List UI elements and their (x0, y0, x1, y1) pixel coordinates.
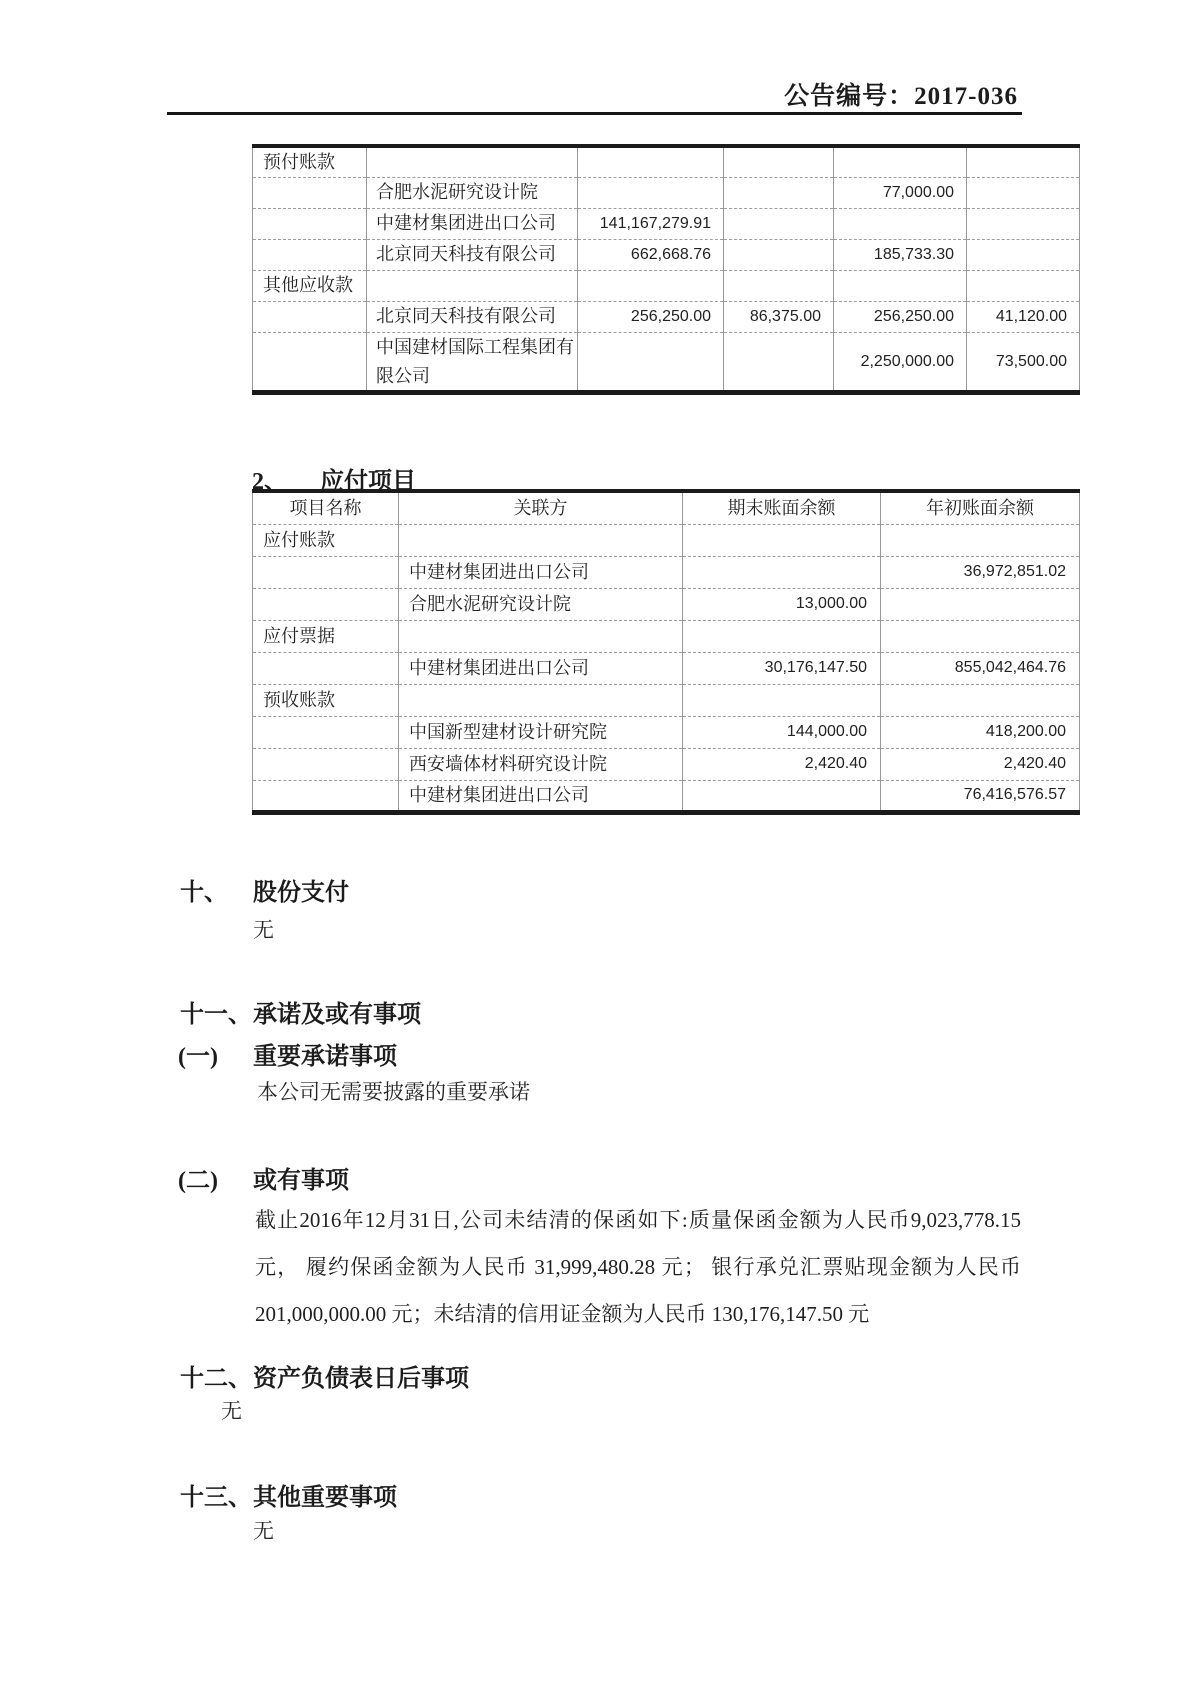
section-important-commitments (178, 1036, 397, 1071)
table-cell (967, 208, 1080, 239)
table-cell: 应付账款 (253, 524, 399, 556)
table-row (253, 556, 1080, 588)
table-cell: 北京同天科技有限公司 (367, 239, 578, 270)
table-cell: 30,176,147.50 (683, 652, 881, 684)
table-row (253, 588, 1080, 620)
section-commitments-number: 十一、 (180, 1002, 252, 1028)
table-cell (399, 620, 683, 652)
table-cell (834, 146, 967, 177)
table-cell (253, 301, 367, 332)
table-cell (399, 524, 683, 556)
section-other-major-events (180, 1477, 397, 1512)
table-cell (253, 556, 399, 588)
table-row (253, 208, 1080, 239)
section-balance-sheet-events-number: 十二、 (180, 1366, 252, 1392)
table-row (253, 177, 1080, 208)
section-commitments-contingencies (180, 994, 421, 1029)
table-cell: 41,120.00 (967, 301, 1080, 332)
table-cell: 73,500.00 (967, 332, 1080, 393)
other-major-events-body: 无 (253, 1519, 274, 1543)
table-cell: 应付票据 (253, 620, 399, 652)
table-row (253, 270, 1080, 301)
column-header: 年初账面余额 (881, 491, 1080, 524)
payables-table (252, 489, 1080, 815)
table-cell: 北京同天科技有限公司 (367, 301, 578, 332)
table-cell (367, 146, 578, 177)
payables-heading-number: 2、 (252, 469, 288, 495)
table-cell (724, 332, 834, 393)
table-cell (967, 270, 1080, 301)
table-cell (881, 524, 1080, 556)
table-cell: 141,167,279.91 (578, 208, 724, 239)
table-cell: 中建材集团进出口公司 (399, 780, 683, 812)
table-cell (253, 177, 367, 208)
table-cell (253, 780, 399, 812)
table-cell: 662,668.76 (578, 239, 724, 270)
table-cell: 76,416,576.57 (881, 780, 1080, 812)
table-cell (834, 270, 967, 301)
table-cell (881, 620, 1080, 652)
section-share-payment (180, 872, 349, 907)
table-cell (724, 239, 834, 270)
section-important-commitments-number: (一) (178, 1044, 218, 1070)
table-row (253, 652, 1080, 684)
table-row (253, 748, 1080, 780)
table-cell (578, 270, 724, 301)
table-cell: 2,250,000.00 (834, 332, 967, 393)
table-cell (967, 239, 1080, 270)
table-cell: 其他应收款 (253, 270, 367, 301)
table-row (253, 146, 1080, 177)
table-cell: 中建材集团进出口公司 (399, 652, 683, 684)
table-cell (881, 684, 1080, 716)
table-cell (253, 588, 399, 620)
table-cell: 合肥水泥研究设计院 (399, 588, 683, 620)
table-cell: 中国新型建材设计研究院 (399, 716, 683, 748)
table-cell: 144,000.00 (683, 716, 881, 748)
table-cell (683, 524, 881, 556)
table-cell (724, 208, 834, 239)
table-cell (578, 332, 724, 393)
table-cell: 2,420.40 (881, 748, 1080, 780)
table-row (253, 524, 1080, 556)
table-cell (367, 270, 578, 301)
table-cell (253, 239, 367, 270)
table-cell (253, 716, 399, 748)
balance-sheet-events-body: 无 (221, 1399, 242, 1423)
column-header: 关联方 (399, 491, 683, 524)
column-header: 项目名称 (253, 491, 399, 524)
payables-heading-title: 应付项目 (320, 469, 416, 495)
table-cell: 13,000.00 (683, 588, 881, 620)
table-row (253, 780, 1080, 812)
table-cell (967, 146, 1080, 177)
section-other-major-events-number: 十三、 (180, 1485, 252, 1511)
table-row (253, 620, 1080, 652)
table-cell: 77,000.00 (834, 177, 967, 208)
share-payment-body: 无 (253, 918, 274, 942)
table-cell (399, 684, 683, 716)
table-row (253, 332, 1080, 393)
receivables-table (252, 144, 1080, 395)
table-cell: 36,972,851.02 (881, 556, 1080, 588)
table-cell: 418,200.00 (881, 716, 1080, 748)
section-commitments-title: 承诺及或有事项 (253, 1002, 421, 1028)
table-cell: 预收账款 (253, 684, 399, 716)
contingencies-paragraph: 截止2016年12月31日,公司未结清的保函如下:质量保函金额为人民币9,023,778.15元， 履约保函金额为人民币 31,999,480.28 元； 银行承兑汇票贴现金额为人民币201,000,000.00 元；未结清的信用证金额为人民币 130,176,147.50 元 (255, 1208, 1021, 1326)
table-cell (724, 146, 834, 177)
table-cell (881, 588, 1080, 620)
table-cell: 185,733.30 (834, 239, 967, 270)
section-balance-sheet-events-title: 资产负债表日后事项 (253, 1366, 469, 1392)
table-row (253, 301, 1080, 332)
table-cell (253, 332, 367, 393)
table-cell: 中建材集团进出口公司 (367, 208, 578, 239)
table-cell: 中国建材国际工程集团有限公司 (367, 332, 578, 393)
table-cell: 合肥水泥研究设计院 (367, 177, 578, 208)
table-cell (834, 208, 967, 239)
table-row (253, 716, 1080, 748)
table-header-row (253, 491, 1080, 524)
table-row (253, 684, 1080, 716)
table-cell (578, 177, 724, 208)
table-cell: 855,042,464.76 (881, 652, 1080, 684)
table-cell (253, 652, 399, 684)
section-contingencies (178, 1160, 349, 1195)
column-header: 期末账面余额 (683, 491, 881, 524)
section-share-payment-title: 股份支付 (253, 880, 349, 906)
table-cell (683, 556, 881, 588)
table-row (253, 239, 1080, 270)
table-cell (967, 177, 1080, 208)
table-cell: 256,250.00 (578, 301, 724, 332)
table-cell: 2,420.40 (683, 748, 881, 780)
section-share-payment-number: 十、 (180, 880, 228, 906)
table-cell: 西安墙体材料研究设计院 (399, 748, 683, 780)
table-cell (578, 146, 724, 177)
header-rule (167, 112, 1022, 115)
important-commitments-body: 本公司无需要披露的重要承诺 (257, 1080, 530, 1104)
table-cell: 预付账款 (253, 146, 367, 177)
table-cell (253, 748, 399, 780)
section-contingencies-number: (二) (178, 1168, 218, 1194)
table-cell (683, 684, 881, 716)
section-balance-sheet-events (180, 1358, 469, 1393)
table-cell: 86,375.00 (724, 301, 834, 332)
section-contingencies-title: 或有事项 (253, 1168, 349, 1194)
table-cell (253, 208, 367, 239)
table-cell: 中建材集团进出口公司 (399, 556, 683, 588)
table-cell (724, 270, 834, 301)
table-cell (683, 780, 881, 812)
table-cell (683, 620, 881, 652)
table-cell: 256,250.00 (834, 301, 967, 332)
section-other-major-events-title: 其他重要事项 (253, 1485, 397, 1511)
announcement-number: 公告编号：2017-036 (784, 83, 1018, 110)
section-important-commitments-title: 重要承诺事项 (253, 1044, 397, 1070)
table-cell (724, 177, 834, 208)
